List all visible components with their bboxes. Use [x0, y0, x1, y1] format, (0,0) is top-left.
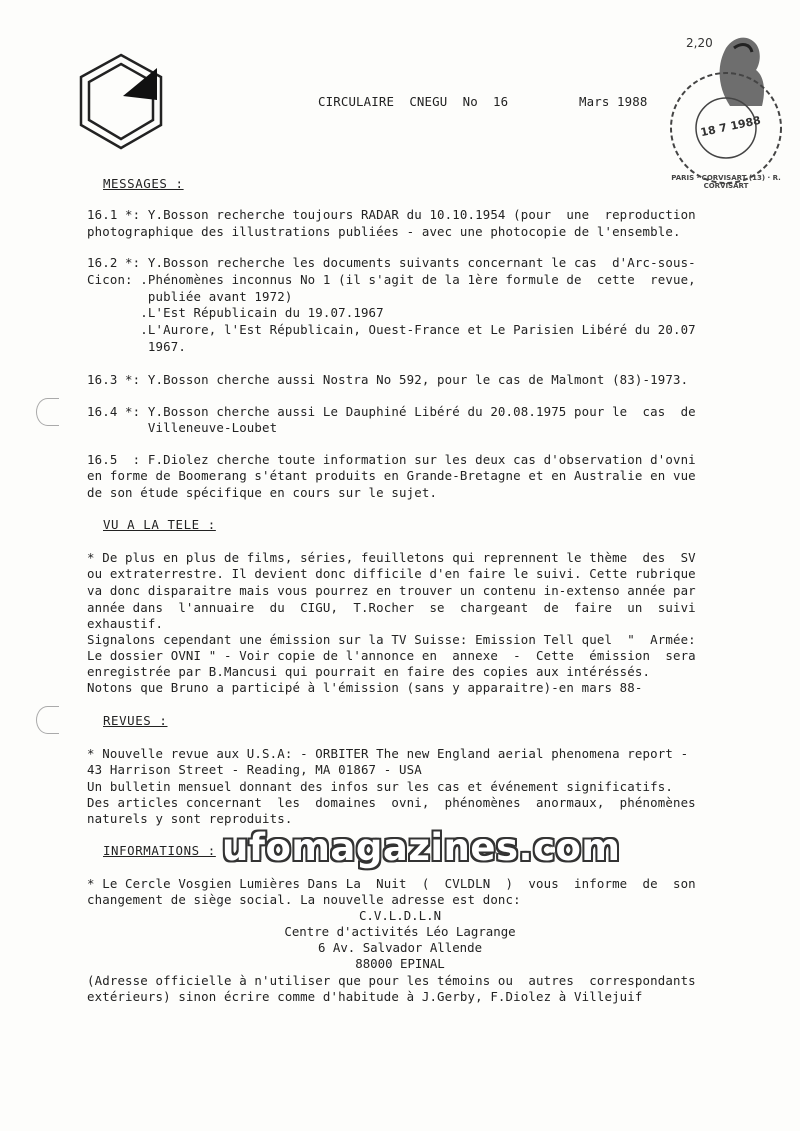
binder-hole	[36, 398, 59, 426]
section-heading-messages: MESSAGES :	[103, 176, 184, 191]
tele-line: Le dossier OVNI " - Voir copie de l'annonce en annexe - Cette émission sera	[87, 648, 696, 663]
circular-title: CIRCULAIRE CNEGU No 16	[318, 94, 509, 109]
address-line: 88000 EPINAL	[355, 956, 445, 971]
tele-line: va donc disparaitre mais vous pourrez en trouver un contenu in-extenso année par	[87, 583, 696, 598]
tele-line: exhaustif.	[87, 616, 164, 631]
postmark-date: 18 7 1988	[699, 113, 762, 140]
postmark	[666, 68, 786, 188]
tele-line: enregistrée par B.Mancusi qui pourrait en faire des copies aux intéréssés.	[87, 664, 651, 679]
binder-hole	[36, 706, 59, 734]
message-16-5-line2: en forme de Boomerang s'étant produits en Grande-Bretagne et en Australie en vue	[87, 468, 696, 483]
address-line: 6 Av. Salvador Allende	[317, 940, 483, 955]
tele-line: Notons que Bruno a participé à l'émission (sans y apparaitre)-en mars 88-	[87, 680, 643, 695]
tele-line: ou extraterrestre. Il devient donc difficile d'en faire le suivi. Cette rubrique	[87, 566, 696, 581]
section-heading-informations: INFORMATIONS :	[103, 843, 216, 858]
stamp-value: 2,20	[686, 36, 713, 50]
revues-line: * Nouvelle revue aux U.S.A: - ORBITER The new England aerial phenomena report -	[87, 746, 689, 761]
message-16-5-line3: de son étude spécifique en cours sur le sujet.	[87, 485, 438, 500]
revues-line: Des articles concernant les domaines ovni, phénomènes anormaux, phénomènes	[87, 795, 696, 810]
tele-line: * De plus en plus de films, séries, feuilletons qui reprennent le thème des SV	[87, 550, 696, 565]
informations-outro-line: (Adresse officielle à n'utiliser que pour les témoins ou autres correspondants	[87, 973, 696, 988]
message-16-3-line1: 16.3 *: Y.Bosson cherche aussi Nostra No 592, pour le cas de Malmont (83)-1973.	[87, 372, 689, 387]
watermark-ufomagazines: ufomagazines.com	[222, 826, 621, 869]
informations-intro-line: * Le Cercle Vosgien Lumières Dans La Nuit ( CVLDLN ) vous informe de son	[87, 876, 696, 891]
cnegu-logo	[75, 52, 167, 152]
message-16-2-line6: 1967.	[87, 339, 186, 354]
message-16-2-line5: .L'Aurore, l'Est Républicain, Ouest-France et Le Parisien Libéré du 20.07	[87, 322, 696, 337]
message-16-1-line1: 16.1 *: Y.Bosson recherche toujours RADAR du 10.10.1954 (pour une reproduction	[87, 207, 696, 222]
message-16-2-line1: 16.2 *: Y.Bosson recherche les documents suivants concernant le cas d'Arc-sous-	[87, 255, 696, 270]
address-line: C.V.L.D.L.N	[358, 908, 442, 923]
tele-line: Signalons cependant une émission sur la TV Suisse: Emission Tell quel " Armée:	[87, 632, 696, 647]
informations-intro-line: changement de siège social. La nouvelle adresse est donc:	[87, 892, 521, 907]
message-16-4-line1: 16.4 *: Y.Bosson cherche aussi Le Dauphiné Libéré du 20.08.1975 pour le cas de	[87, 404, 696, 419]
message-16-2-line3: publiée avant 1972)	[87, 289, 293, 304]
section-heading-revues: REVUES :	[103, 713, 168, 728]
tele-line: année dans l'annuaire du CIGU, T.Rocher se chargeant de faire un suivi	[87, 600, 696, 615]
message-16-1-line2: photographique des illustrations publiées - avec une photocopie de l'ensemble.	[87, 224, 681, 239]
message-16-4-line2: Villeneuve-Loubet	[87, 420, 278, 435]
informations-outro-line: extérieurs) sinon écrire comme d'habitude à J.Gerby, F.Diolez à Villejuif	[87, 989, 643, 1004]
address-line: Centre d'activités Léo Lagrange	[284, 924, 516, 939]
circular-date: Mars 1988	[579, 94, 648, 109]
message-16-5-line1: 16.5 : F.Diolez cherche toute information sur les deux cas d'observation d'ovni	[87, 452, 696, 467]
revues-line: naturels y sont reproduits.	[87, 811, 293, 826]
revues-line: 43 Harrison Street - Reading, MA 01867 - USA	[87, 762, 422, 777]
message-16-2-line2: Cicon: .Phénomènes inconnus No 1 (il s'agit de la 1ère formule de cette revue,	[87, 272, 696, 287]
message-16-2-line4: .L'Est Républicain du 19.07.1967	[87, 305, 384, 320]
postmark-text: PARIS · CORVISART (13) · R. CORVISART	[671, 174, 781, 190]
revues-line: Un bulletin mensuel donnant des infos sur les cas et événement significatifs.	[87, 779, 673, 794]
section-heading-tele: VU A LA TELE :	[103, 517, 216, 532]
